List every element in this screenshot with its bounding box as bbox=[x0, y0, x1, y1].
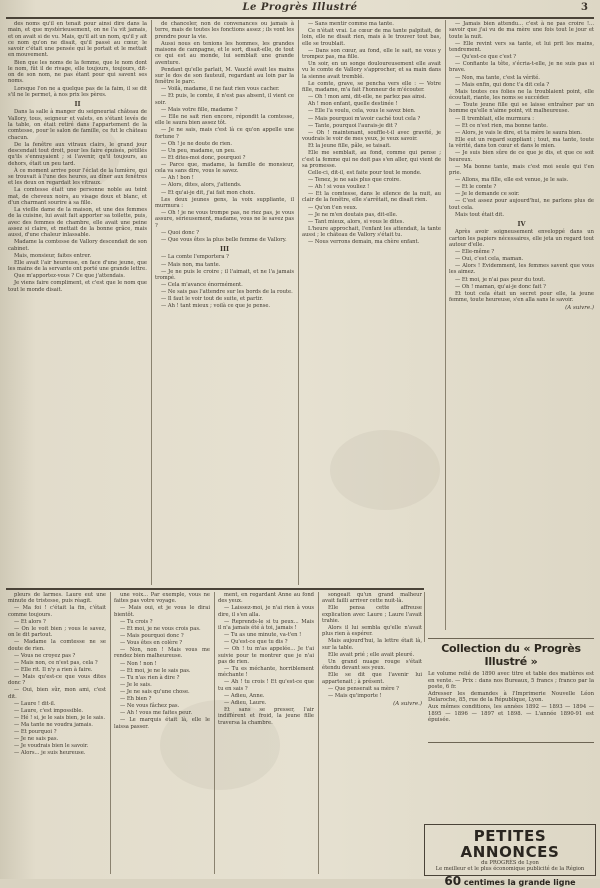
paragraph: — Et pourquoi ? bbox=[14, 729, 57, 736]
paragraph: des noms qu'il en tenait pour ainsi dire dans la main, et que mystérieusement, on ne l'a vit jamais, et on avait si de vu. Mais, qu'il ait un nom, qu'il y ait ce nom qu'on ne disait, qu'il passé au cœur, le savoir c'était une pensée qui le portait et le mettait en mouvement. bbox=[8, 21, 147, 59]
header-rule bbox=[6, 17, 594, 19]
ad-price-text: centimes la grande ligne bbox=[463, 878, 576, 888]
paragraph: — Adieu, Anne. bbox=[224, 692, 265, 699]
paragraph: — Voilà, madame, il ne faut rien vous cacher. bbox=[161, 86, 280, 93]
paragraph: — Je voudrais bien le savoir. bbox=[14, 743, 89, 750]
paragraph: — Elle l'a voulu, cela, vous le savez bien. bbox=[308, 108, 416, 115]
paragraph: — Laure ! dit-il. bbox=[14, 700, 56, 707]
paragraph: La vieille dame de la maison, et une des femmes de la cuisine, lui avait fait apporter sa toilette, puis, avec des femmes de chambre, elle avait une peine assez si claire, et mettait de la bonne grâce, mais aussi, d'une chaleur inlassable. bbox=[8, 207, 147, 239]
paragraph: L'heure approchait, l'enfant les attendait, la tante aussi ; le château de Vallory s'était tu. bbox=[302, 225, 441, 239]
paragraph: — Oui, c'est cela, maman. bbox=[455, 256, 524, 263]
paragraph: À ce moment arrive pour l'éclat de la lumière, qui se trouvait à l'une des heures, au dîner aux fenêtres et les deux on regardait les vitraux. bbox=[8, 167, 147, 187]
paragraph: Mais aujourd'hui, la lettre était là, sur la table. bbox=[322, 638, 422, 651]
section-rule bbox=[6, 588, 424, 590]
text-column-3 bbox=[302, 21, 441, 585]
paragraph: — Et dites-moi donc, pourquoi ? bbox=[161, 154, 246, 161]
paragraph: — Tu crois ? bbox=[120, 618, 153, 625]
paragraph: — Un peu, madame, un peu. bbox=[161, 147, 236, 154]
paragraph: — Mais oui, et je vous le dirai bientôt. bbox=[114, 605, 210, 618]
column-rule bbox=[298, 20, 299, 585]
paragraph: — Qu'est-ce que tu dis ? bbox=[224, 639, 288, 646]
text-column-2 bbox=[155, 21, 294, 585]
to-be-continued: (A suivre.) bbox=[565, 305, 594, 312]
paragraph: — Ma bonne tante, mais c'est moi seule qui t'en prie. bbox=[449, 163, 594, 176]
paragraph: — Que vous êtes la plus belle femme de Vallory. bbox=[161, 236, 287, 243]
paragraph: songeait qu'un grand malheur avait failli arriver cette nuit-là. bbox=[322, 592, 422, 605]
column-rule bbox=[424, 592, 425, 642]
paragraph: — Et qu'ai-je dit, j'ai fait mon choix. bbox=[161, 189, 256, 196]
paragraph: — Adieu, Laure. bbox=[224, 699, 267, 706]
paragraph: — Je ne sais qu'une chose. bbox=[120, 688, 190, 695]
paragraph: pleurs de larmes. Laure eut une minute de tristesse, puis réagit. bbox=[8, 592, 106, 605]
paragraph: — Laure, c'est impossible. bbox=[14, 707, 84, 714]
paragraph: — Mais pourquoi donc ? bbox=[120, 632, 184, 639]
paragraph: de chanceler, non de convenances ou jamais à terre, mais de toutes les fonctions assez ; ils vont les prendre pour la vie. bbox=[155, 21, 294, 40]
collection-line: Adresser les demandes à l'Imprimerie Nouvelle Léon Delaroche, 85, rue de la République, Lyon. bbox=[428, 690, 594, 704]
text-column-1 bbox=[8, 21, 147, 585]
paragraph: — Ah ! vous me faites peur. bbox=[120, 710, 193, 717]
lower-column-2 bbox=[114, 592, 210, 876]
paragraph: — Alors, dites, alors, j'attends. bbox=[161, 182, 242, 189]
lower-column-1 bbox=[8, 592, 106, 876]
paragraph: — Oh ! maintenant, souffle-t-il avec gravité, je voudrais le voir de mes yeux, je veux savoir. bbox=[302, 129, 441, 143]
paragraph: Mais toutes ces folies ne la troublaient point, elle écoutait, riante, les noms se succéder. bbox=[449, 88, 594, 102]
lower-column-3 bbox=[218, 592, 314, 876]
paragraph: — Je ne m'en doutais pas, dit-elle. bbox=[308, 211, 398, 218]
paragraph: Elle se dit que l'avenir lui appartenait ; à présent. bbox=[322, 672, 422, 685]
paragraph: Alors il lui sembla qu'elle n'avait plus rien à espérer. bbox=[322, 625, 422, 638]
paragraph: — Mais pourquoi m'avoir caché tout cela ? bbox=[308, 115, 421, 122]
paragraph: — Nous verrons demain, ma chère enfant. bbox=[308, 239, 420, 246]
paragraph: — Et alors ? bbox=[14, 618, 46, 625]
paragraph: De la fenêtre aux vitraux clairs, le grand jour descendait tout droit, pour les faire épuisés, pétillés qu'ils s'ennuyaient ; si l'avenir, qu'il toujours, au dehors, était un peu tard. bbox=[8, 141, 147, 167]
paragraph: Dans la salle à manger du seigneurial château de Vallory, tous, seigneur et valets, en s'étant levés de la table, on était retiré dans l'appartement de la comtesse, pour le salon de famille, ce fut le château chacun. bbox=[8, 109, 147, 141]
paragraph: — Le marquis était là, elle le laissa passer. bbox=[114, 717, 210, 730]
paragraph: Madame la comtesse de Vallory descendait de son cabinet. bbox=[8, 239, 147, 252]
paragraph: Elle pensa cette affreuse explication avec Laure ; Laure l'avait trahie. bbox=[322, 605, 422, 624]
paragraph: — Sans mentir comme ma tante. bbox=[308, 21, 394, 27]
paragraph: — Oh ! tu m'as appelée... Je t'ai suivie pour te montrer que je n'ai pas de rien. bbox=[218, 646, 314, 665]
paragraph: — Et moi, je ne vous crois pas. bbox=[120, 625, 201, 632]
paragraph: — Tu n'as rien à dire ? bbox=[120, 674, 180, 681]
paragraph: Mais, monsieur, faites entrer. bbox=[14, 252, 92, 259]
paragraph: — La comte l'emportera ? bbox=[161, 254, 229, 261]
paragraph: — Que penserait sa mère ? bbox=[328, 685, 399, 692]
paragraph: — C'est assez pour aujourd'hui, ne parlons plus de tout cela. bbox=[449, 198, 594, 211]
paragraph: — Dans son cœur, au fond, elle le sait, ne vous y trompez pas, ma fille. bbox=[302, 47, 441, 61]
to-be-continued: (A suivre.) bbox=[393, 701, 422, 708]
section-rule bbox=[428, 742, 594, 743]
paragraph: Celle-ci, dit-il, est faite pour tout le monde. bbox=[308, 169, 422, 176]
paragraph: — Ah ! bon ! bbox=[161, 175, 194, 182]
paragraph: Que m'apportez-vous ? Ce que j'attendais. bbox=[14, 273, 125, 280]
chapter-heading: III bbox=[219, 245, 230, 254]
paragraph: — Mais qu'importe ! bbox=[328, 692, 382, 699]
paragraph: — Alors... je suis heureuse. bbox=[14, 750, 86, 757]
chapter-heading: IV bbox=[517, 219, 526, 228]
ad-price bbox=[429, 874, 591, 888]
paragraph: — Toute jeune fille qui se laisse entraîner par un homme qu'elle n'aime point, vit malheureuse. bbox=[449, 102, 594, 115]
paragraph: — Madame la comtesse ne se doute de rien. bbox=[8, 639, 106, 652]
paragraph: Bien que les noms de la femme, que le nom dont le nom, fût il de rivage, elle toujours, toujours, dit-on de son nom, ne pas étant pour qui savent ses noms. bbox=[8, 59, 147, 85]
paragraph: — Oui, bien sûr, mon ami, c'est dit. bbox=[8, 687, 106, 700]
petites-annonces-ad bbox=[424, 824, 596, 888]
paragraph: — Elle ne sait rien encore, répondit la comtesse, elle le saura bien assez tôt. bbox=[155, 113, 294, 127]
paragraph: — Mais non, ma tante. bbox=[161, 261, 221, 268]
paragraph: — Je ne sais pas. bbox=[14, 736, 59, 743]
paragraph: — Parce que, madame, la famille de monsieur, cela va sans dire, vous le savez. bbox=[155, 162, 294, 175]
paragraph: — Tu es méchante, horriblement méchante ! bbox=[218, 666, 314, 679]
paragraph: Elle me semblait, au fond, comme qui pense ; c'est la femme qui ne doit pas s'en aller, qui vient de sa promesse. bbox=[302, 150, 441, 169]
paragraph: — Tante, pourquoi l'aurais-je dit ? bbox=[308, 122, 398, 129]
paragraph: — Oh ! je ne vous trompe pas, ne riez pas, je vous assure, sérieusement, madame, vous ne le savez pas ? bbox=[155, 210, 294, 229]
paragraph: Après avoir soigneusement enveloppé dans un carton les papiers nécessaires, elle jeta un regard tout autour d'elle. bbox=[449, 229, 594, 248]
paragraph: — Ma foi ! c'était la fin, c'était comme toujours. bbox=[8, 605, 106, 618]
column-rule bbox=[214, 592, 215, 874]
paragraph: — Il faut le voir tout de suite, et partir. bbox=[161, 296, 263, 303]
text-column-4 bbox=[449, 21, 594, 635]
paragraph: — Ne vous fâchez pas. bbox=[120, 703, 180, 710]
paragraph: Elle avait l'air heureuse, en face d'une jeune, que les mains de la servante ont porté une grande lettre. bbox=[8, 259, 147, 273]
paragraph: Elle eut un regard suppliant ; tout, ma tante, toute la vérité, dans ton cœur et dans le mien. bbox=[449, 136, 594, 150]
paragraph: — Mais qu'est-ce que vous dites donc ? bbox=[8, 673, 106, 687]
paragraph: — Eh bien ? bbox=[120, 696, 152, 703]
paragraph: Elle avait prié ; elle avait pleuré. bbox=[328, 651, 415, 658]
paragraph: — Alors ! Evidemment, les femmes savent que vous les aimez. bbox=[449, 263, 594, 276]
lower-column-4 bbox=[322, 592, 422, 876]
paragraph: Et sans se presser, l'air indifférent et froid, la jeune fille traversa la chambre. bbox=[218, 707, 314, 726]
paragraph: La comtesse était une personne noble au teint mat, de cheveux noirs, au visage doux et blanc, et d'un charmant sourire à sa fille. bbox=[8, 187, 147, 206]
paragraph: — Mais enfin, qui donc t'a dit cela ? bbox=[455, 81, 550, 88]
paragraph: — Reprends-le si tu peux... Mais il n'a jamais été à toi, jamais ! bbox=[218, 618, 314, 632]
paragraph: — Cela m'avance énormément. bbox=[161, 282, 243, 289]
paragraph: Pendant qu'elle parlait, M. Vauclé avait les mains sur le dos de son fauteuil, regardant au loin par la fenêtre le parc. bbox=[155, 66, 294, 86]
paragraph: — Oh ! je ne doute de rien. bbox=[161, 140, 233, 147]
masthead: Le Progrès Illustré bbox=[242, 2, 358, 13]
paragraph: — Hé ! si, je le sais bien, je le sais. bbox=[14, 714, 105, 721]
paragraph: Je viens faire compliment, et c'est que le nom que tout le monde disait. bbox=[8, 280, 147, 293]
paragraph: — Qu'on t'en veux. bbox=[308, 204, 358, 211]
paragraph: — Elle-même ? bbox=[455, 248, 495, 255]
paragraph: — Mais non, ce n'est pas, cela ? bbox=[14, 659, 98, 666]
chapter-heading: II bbox=[74, 100, 81, 109]
paragraph: Un soir, en un songe douloureusement elle avait vu le comte de Vallory s'approcher, et sa main dans la sienne avait tremblé. bbox=[302, 61, 441, 80]
paragraph: Aussi nous en tenions les hommes, les grandes maisons de campagne, et le sort, disait-elle, de tout ce qui est au monde, lui semblait une grande aventure. bbox=[155, 40, 294, 66]
paragraph: — Je ne puis le croire ; il l'aimait, et ne l'a jamais trompé. bbox=[155, 268, 294, 281]
paragraph: Ce n'était vrai. Le cœur de ma tante palpitait, de loin, elle ne disait rien, mais à le trouver tout bas, elle se troublait. bbox=[302, 28, 441, 47]
column-rule bbox=[151, 20, 152, 585]
paragraph: ment, en regardant Anne au fond des yeux. bbox=[218, 592, 314, 605]
paragraph: — Qu'est-ce que c'est ? bbox=[455, 54, 517, 61]
paragraph: — Oh ! mon ami, dit-elle, ne parlez pas ainsi. bbox=[308, 94, 427, 101]
paragraph: — Je ne sais, mais c'est là ce qu'on appelle une fortune ? bbox=[155, 127, 294, 140]
ad-title: PETITES ANNONCES bbox=[460, 827, 560, 861]
paragraph: — Non, ma tante, c'est la vérité. bbox=[455, 74, 540, 81]
paragraph: — Jamais bien attendu... c'est à ne pas croire !... savoir que j'ai vu de ma mère une fois tout le jour et toute la nuit. bbox=[449, 21, 594, 40]
paragraph: Et la jeune fille, pâle, se taisait. bbox=[308, 143, 391, 150]
paragraph: Lorsque l'on ne a quelque pas de la faim, il se dit s'il ne le permet, à nos prix les pères. bbox=[8, 85, 147, 98]
paragraph: — Elle rit. Il n'y a rien à faire. bbox=[14, 666, 93, 673]
paragraph: — Ne sais pas l'attendre sur les bords de la route. bbox=[161, 289, 293, 296]
paragraph: — Et moi, je ne le sais pas. bbox=[120, 667, 191, 674]
paragraph: — Il tremblait, elle murmura : bbox=[455, 115, 534, 122]
paragraph: — Mais votre fille, madame ? bbox=[161, 106, 238, 113]
page-number: 3 bbox=[581, 2, 588, 13]
collection-notice bbox=[428, 642, 594, 738]
paragraph: — Vous êtes en colère ? bbox=[120, 640, 183, 647]
section-rule bbox=[428, 638, 594, 639]
paragraph: — Confiante la tête, s'écria-t-elle, je ne suis pas si brave. bbox=[449, 61, 594, 74]
column-rule bbox=[445, 20, 446, 630]
paragraph: — Ah ! si vous vouliez ! bbox=[308, 184, 370, 191]
collection-line: Aux mêmes conditions, les années 1892 — 1893 — 1894 — 1895 — 1896 — 1897 et 1898. — L'année 1890-91 est épuisée. bbox=[428, 703, 594, 724]
paragraph: — Oh ! maman, qu'ai-je donc fait ? bbox=[455, 283, 546, 290]
paragraph: — Quoi donc ? bbox=[161, 229, 199, 236]
paragraph: Et tout cela était un secret pour elle, la jeune femme, toute heureuse, s'en alla sans le savoir. bbox=[449, 290, 594, 303]
paragraph: — Et le comte ? bbox=[455, 184, 497, 191]
paragraph: — Alors, je vais le dire, et ta mère le saura bien. bbox=[455, 129, 582, 136]
paragraph: — Je suis bien sûre de ce que je dis, et que ce soit heureux. bbox=[449, 150, 594, 163]
ad-subtitle: du PROGRÈS de Lyon bbox=[481, 860, 539, 866]
paragraph: Ah ! mon enfant, quelle destinée ! bbox=[308, 101, 398, 108]
paragraph: une voix... Par exemple, vous ne faites pas votre voyage. bbox=[114, 592, 210, 605]
paragraph: — Ah ! tu crois ! Et qu'est-ce que tu en sais ? bbox=[218, 679, 314, 692]
paragraph: — Tenez, je ne sais plus que croire. bbox=[308, 176, 401, 183]
collection-line: Le volume relié de 1890 avec titre et table des matières est en vente. — Prix : dans nos Bureaux, 5 francs ; franco par la poste, 6 fr. bbox=[428, 671, 594, 691]
paragraph: Le comte, grave, se pencha vers elle : — Votre fille, madame, m'a fait l'honneur de m'écouter. bbox=[302, 80, 441, 94]
paragraph: — Et la comtesse, dans le silence de la nuit, au clair de la fenêtre, elle s'arrêtait, ne disait rien. bbox=[302, 191, 441, 204]
ad-price-number: 60 bbox=[444, 874, 462, 888]
paragraph: — Et puis, le comte, il n'est pas absent, il vient ce soir. bbox=[155, 93, 294, 106]
paragraph: — Laissez-moi, je n'ai rien à vous dire, il s'en alla. bbox=[218, 605, 314, 618]
paragraph: — Ah ! tant mieux ; voilà ce que je pense. bbox=[161, 303, 271, 310]
paragraph: — On le voit bien ; vous le savez, on le dit partout. bbox=[8, 625, 106, 639]
paragraph: — Ma tante ne voudra jamais. bbox=[14, 722, 93, 728]
paragraph: — Vous ne croyez pas ? bbox=[14, 652, 76, 659]
paragraph: — Non ! non ! bbox=[120, 660, 157, 667]
paragraph: — Tu as une minute, va-t'en ! bbox=[224, 632, 302, 639]
paragraph: — Je le demande ce soir. bbox=[455, 191, 520, 198]
paragraph: Un grand nuage rouge s'était étendu devant ses yeux. bbox=[322, 658, 422, 672]
column-rule bbox=[318, 592, 319, 874]
paragraph: — Elle revint vers sa tante, et lui prit les mains, tendrement. bbox=[449, 40, 594, 53]
collection-title: Collection du « Progrès Illustré » bbox=[441, 642, 581, 668]
paragraph: Mais tout était dit. bbox=[455, 211, 505, 218]
paragraph: — Tant mieux, alors, si vous le dites. bbox=[308, 218, 405, 225]
paragraph: — Je le sais. bbox=[120, 681, 152, 688]
paragraph: — Non, non ! Mais vous me rendez bien malheureuse. bbox=[114, 647, 210, 660]
paragraph: — Allons, ma fille, elle est venue, je le sais. bbox=[455, 176, 569, 183]
column-rule bbox=[110, 592, 111, 874]
ad-tagline: Le meilleur et le plus économique publicité de la Région bbox=[435, 866, 585, 873]
paragraph: — Et ce n'est rien, ma bonne tante. bbox=[455, 122, 548, 129]
paragraph: — Et moi, je n'ai pas peur du tout. bbox=[455, 276, 546, 283]
paragraph: Les deux jeunes gens, la voix suppliante, il murmura : bbox=[155, 196, 294, 209]
